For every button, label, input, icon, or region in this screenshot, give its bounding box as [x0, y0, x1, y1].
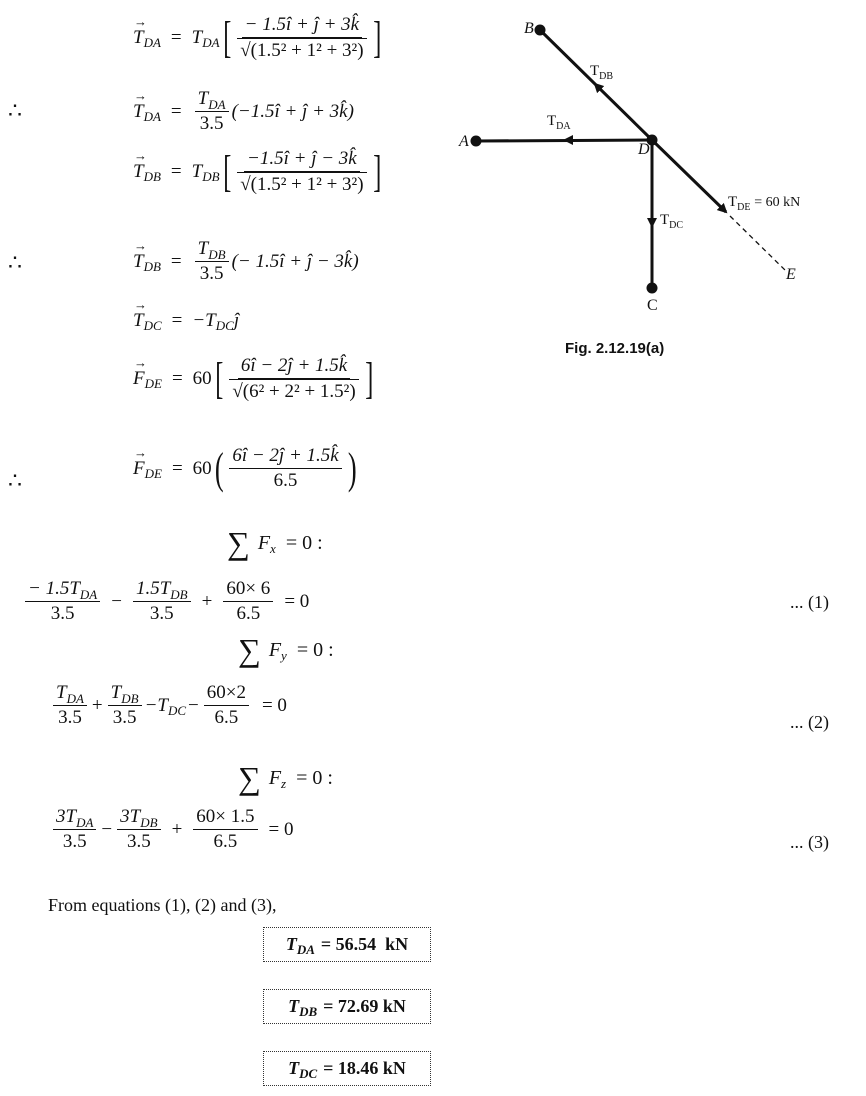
denominator: 6.5	[213, 831, 238, 852]
fraction	[237, 14, 366, 62]
result-tdb	[263, 989, 431, 1024]
member-da	[476, 140, 652, 141]
equation-tdb-simplified	[133, 238, 359, 285]
vector-symbol: → T	[133, 161, 144, 183]
operator: +	[201, 590, 213, 612]
result-variable: T	[288, 1058, 300, 1078]
equals-zero: = 0	[261, 694, 287, 716]
left-paren: (	[214, 443, 224, 493]
result-variable: T	[288, 996, 300, 1016]
point-label-e: E	[786, 266, 796, 283]
equation-number-2: ... (2)	[790, 712, 829, 732]
sum-fx-heading	[227, 525, 323, 562]
fraction	[195, 88, 229, 135]
point-label-a: A	[459, 133, 469, 150]
coefficient: T	[191, 161, 203, 182]
subscript: DC	[215, 318, 234, 333]
subscript: DA	[76, 815, 94, 830]
right-paren: )	[347, 443, 357, 493]
numerator: 60× 1.5	[193, 806, 257, 830]
arrow-tdb	[595, 84, 608, 97]
numerator: − 1.5î + ĵ + 3k̂	[242, 14, 362, 38]
equation-tda-vector	[133, 14, 384, 62]
subscript: DA	[66, 691, 84, 706]
vector-symbol: → F	[133, 458, 145, 480]
equation-number-3: ... (3)	[790, 832, 829, 852]
numerator: T	[197, 238, 209, 259]
denominator: 3.5	[149, 603, 174, 624]
unit-vector: ĵ	[233, 310, 240, 331]
sigma-symbol: ∑	[227, 525, 250, 561]
numerator: T	[110, 682, 122, 703]
vector-symbol: → T	[133, 310, 144, 332]
therefore-symbol: ∴	[8, 250, 22, 275]
vector-symbol: → T	[133, 251, 144, 273]
tdc-term: −T	[144, 694, 168, 716]
subscript: DB	[140, 815, 158, 830]
equilibrium-equation-1	[22, 578, 309, 625]
subscript: DC	[299, 1065, 318, 1081]
equals-zero: = 0 :	[296, 639, 334, 661]
denominator: 6.5	[214, 707, 239, 728]
numerator: T	[56, 682, 67, 703]
subscript: DC	[167, 702, 187, 718]
denominator: 3.5	[199, 113, 224, 134]
numerator: 3T	[56, 806, 77, 827]
vector-symbol: → T	[133, 101, 144, 123]
numerator: 6î − 2ĵ + 1.5k̂	[238, 355, 350, 379]
equilibrium-equation-2	[50, 682, 287, 729]
subscript: DC	[143, 318, 162, 333]
point-label-d: D	[638, 141, 650, 158]
subscript: DB	[170, 587, 188, 602]
sigma-symbol: ∑	[238, 760, 261, 796]
fraction	[195, 238, 229, 285]
subscript: DA	[79, 587, 98, 602]
operator: +	[171, 818, 183, 840]
joint-c	[647, 283, 658, 294]
subscript: DB	[143, 258, 161, 274]
fraction	[237, 148, 366, 196]
numerator: 60× 6	[223, 578, 273, 602]
numerator: 6î − 2ĵ + 1.5k̂	[229, 445, 341, 469]
subscript: x	[270, 540, 276, 556]
label-tdc: $T_{DC}$	[660, 212, 684, 231]
label-tde: $T_{DE} = 60$ kN	[728, 194, 801, 213]
left-bracket: [	[214, 354, 224, 403]
equation-fde-simplified	[133, 445, 359, 492]
subscript: DB	[202, 169, 220, 184]
equation-fde-vector	[133, 355, 376, 403]
sigma-symbol: ∑	[238, 632, 261, 668]
member-de	[652, 140, 726, 212]
coefficient: T	[191, 27, 203, 48]
force-symbol: F	[268, 767, 282, 789]
equals-sign: =	[170, 100, 182, 122]
point-label-c: C	[647, 297, 658, 314]
equals-zero: = 0 :	[285, 532, 323, 554]
denominator: 3.5	[58, 707, 82, 728]
subscript: DA	[296, 941, 315, 957]
equation-tdc	[133, 310, 239, 332]
left-bracket: [	[222, 147, 231, 196]
label-tda: $T_{DA}$	[547, 113, 571, 132]
subscript: z	[281, 775, 287, 791]
equation-number-1: ... (1)	[790, 592, 829, 612]
denominator: 6.5	[273, 470, 298, 491]
result-value: = 56.54 kN	[320, 934, 409, 954]
fraction	[229, 445, 341, 492]
denominator: 3.5	[50, 603, 75, 624]
subscript: DB	[121, 691, 139, 706]
result-variable: T	[285, 934, 297, 954]
equals-sign: =	[170, 27, 182, 48]
result-value: = 72.69 kN	[323, 996, 406, 1016]
point-label-b: B	[524, 20, 534, 37]
equation-tdb-vector	[133, 148, 384, 196]
vector-expression: (−1.5î + ĵ + 3k̂)	[231, 100, 354, 122]
right-bracket: ]	[364, 354, 374, 403]
subscript: y	[281, 647, 287, 663]
figure-caption: Fig. 2.12.19(a)	[565, 340, 665, 357]
vector-expression: (− 1.5î + ĵ − 3k̂)	[231, 250, 359, 272]
operator: +	[91, 694, 103, 716]
right-bracket: ]	[372, 147, 381, 196]
numerator: 1.5T	[135, 578, 171, 599]
result-tdc	[263, 1051, 431, 1086]
numerator: 60×2	[204, 682, 249, 706]
subscript: DA	[208, 97, 226, 112]
equals-sign: =	[171, 310, 183, 331]
force-diagram	[440, 0, 860, 330]
subscript: DB	[208, 247, 226, 262]
equals-sign: =	[170, 161, 182, 182]
equilibrium-equation-3	[50, 806, 293, 853]
subscript: DB	[299, 1003, 318, 1019]
label-tdb: $T_{DB}$	[590, 63, 614, 82]
therefore-symbol: ∴	[8, 98, 22, 123]
operator: −	[188, 694, 199, 716]
operator: −	[111, 590, 122, 612]
coefficient: 60	[192, 368, 212, 389]
vector-symbol: → T	[133, 27, 144, 49]
result-value: = 18.46 kN	[323, 1058, 406, 1078]
right-bracket: ]	[372, 13, 381, 62]
vector-symbol: → F	[133, 368, 145, 390]
equals-zero: = 0 :	[296, 767, 333, 789]
sum-fz-heading	[238, 760, 333, 797]
subscript: DE	[144, 376, 162, 391]
equals-zero: = 0	[284, 590, 310, 612]
equals-sign: =	[170, 250, 182, 272]
denominator: 3.5	[62, 831, 87, 852]
subscript: DB	[143, 169, 161, 184]
numerator: T	[197, 88, 209, 109]
denominator: 6.5	[236, 603, 261, 624]
denominator: √(1.5² + 1² + 3²)	[237, 172, 366, 196]
numerator: 3T	[120, 806, 141, 827]
denominator: 3.5	[112, 707, 137, 728]
result-tda	[263, 927, 431, 962]
force-symbol: F	[268, 639, 282, 661]
member-de-dashed	[730, 216, 787, 272]
equals-sign: =	[171, 457, 183, 479]
denominator: 3.5	[199, 263, 224, 284]
denominator: 3.5	[126, 831, 151, 852]
from-equations-text: From equations (1), (2) and (3),	[48, 895, 277, 915]
force-symbol: F	[257, 532, 271, 554]
joint-a	[471, 136, 482, 147]
denominator: √(6² + 2² + 1.5²)	[229, 379, 358, 403]
rhs-term: −T	[192, 310, 216, 331]
fraction	[229, 355, 358, 403]
subscript: DE	[144, 465, 162, 481]
joint-b	[535, 25, 546, 36]
subscript: DA	[143, 108, 161, 124]
subscript: DA	[202, 35, 220, 50]
subscript: DA	[143, 35, 161, 50]
numerator: −1.5î + ĵ − 3k̂	[244, 148, 360, 172]
therefore-symbol: ∴	[8, 468, 22, 493]
coefficient: 60	[192, 457, 212, 479]
numerator: − 1.5T	[28, 578, 80, 599]
equals-sign: =	[171, 368, 183, 389]
operator: −	[101, 818, 113, 840]
denominator: √(1.5² + 1² + 3²)	[237, 38, 366, 62]
equals-zero: = 0	[268, 818, 294, 840]
sum-fy-heading	[238, 632, 334, 669]
equation-tda-simplified	[133, 88, 354, 135]
left-bracket: [	[222, 13, 231, 62]
